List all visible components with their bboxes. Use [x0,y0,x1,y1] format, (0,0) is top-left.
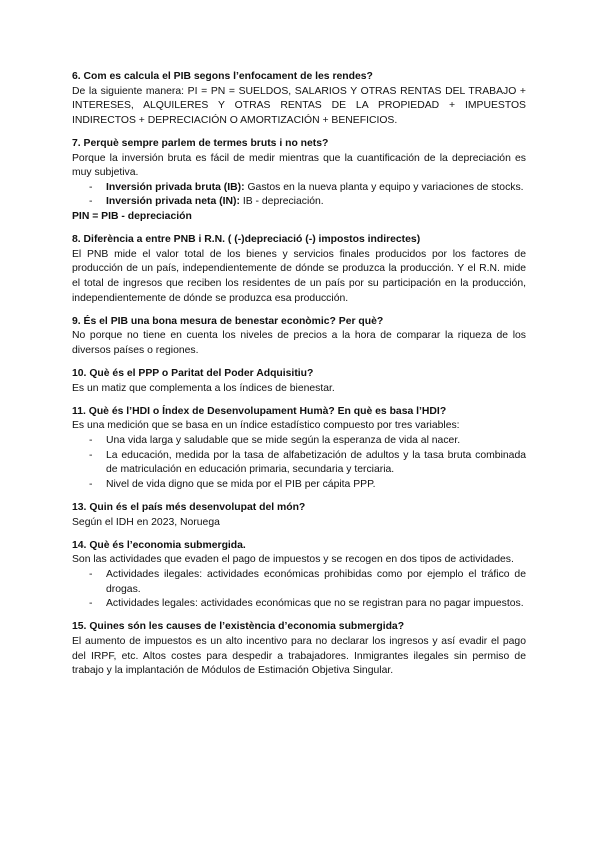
section-heading: 14. Què és l’economia submergida. [72,539,246,551]
section-body: Porque la inversión bruta es fácil de medir mientras que la cuantificación de la depreciación es muy subjetiva. [72,152,526,179]
section-11 [72,405,526,493]
bullet-list [72,434,526,492]
section-body: Según el IDH en 2023, Noruega [72,516,220,528]
definition-list [72,181,526,210]
section-body: Es un matiz que complementa a los índices de bienestar. [72,382,335,394]
formula-line: PIN = PIB - depreciación [72,210,192,222]
section-heading: 9. És el PIB una bona mesura de benestar econòmic? Per què? [72,315,384,327]
section-13 [72,501,526,530]
section-body: Es una medición que se basa en un índice estadístico compuesto por tres variables: [72,420,460,432]
section-heading: 11. Què és l’HDI o Índex de Desenvolupament Humà? En què es basa l’HDI? [72,405,447,417]
section-heading: 10. Què és el PPP o Paritat del Poder Adquisitiu? [72,368,314,380]
bullet-list [72,568,526,612]
list-item [72,195,526,210]
section-heading: 6. Com es calcula el PIB segons l’enfocament de les rendes? [72,71,373,82]
list-item: - Una vida larga y saludable que se mide según la esperanza de vida al nacer. [72,434,526,449]
definition-term: Inversión privada bruta (IB): [106,181,245,193]
section-body: De la siguiente manera: PI = PN = SUELDOS, SALARIOS Y OTRAS RENTAS DEL TRABAJO + INTERESES, ALQUILERES Y OTRAS RENTAS DE LA PROPIEDAD + IMPUESTOS INDIRECTOS + DEPRECIACIÓN O AMORTIZACIÓN + BENEFICIOS. [72,85,526,126]
list-item: - Actividades legales: actividades económicas que no se registran para no pagar impuestos. [72,597,526,612]
section-body: El PNB mide el valor total de los bienes y servicios finales producidos por los factores de producción de un país, independientemente de dónde se produzca la producción. Y el R.N. mide el total de ingresos que reciben los residentes de un país por su participación en la producción, independientemente de dónde se produzca esa producción. [72,248,526,304]
definition-text: Gastos en la nueva planta y equipo y variaciones de stocks. [244,181,524,193]
list-item: - La educación, medida por la tasa de alfabetización de adultos y la tasa bruta combinada de matriculación en educación primaria, secundaria y terciaria. [72,449,526,478]
section-6 [72,70,526,128]
definition-term: Inversión privada neta (IN): [106,196,240,208]
section-body: El aumento de impuestos es un alto incentivo para no declarar los ingresos y así evadir el pago del IRPF, etc. Altos costes para despedir a trabajadores. Inmigrantes ilegales sin permiso de trabajo y la implantación de Módulos de Estimación Objetiva Singular. [72,635,526,677]
section-body: No porque no tiene en cuenta los niveles de precios a la hora de comparar la riqueza de los diversos países o regiones. [72,330,526,356]
list-item: - Nivel de vida digno que se mida por el PIB per cápita PPP. [72,478,526,493]
document-page [72,70,526,687]
section-14 [72,539,526,612]
section-heading: 15. Quines són les causes de l’existència d’economia submergida? [72,621,405,633]
section-9 [72,315,526,359]
list-item [72,181,526,196]
section-8 [72,233,526,306]
definition-text: IB - depreciación. [239,196,324,208]
section-15 [72,620,526,678]
section-body: Son las actividades que evaden el pago de impuestos y se recogen en dos tipos de actividades. [72,554,514,566]
list-item: - Actividades ilegales: actividades económicas prohibidas como por ejemplo el tráfico de drogas. [72,568,526,597]
section-heading: 13. Quin és el país més desenvolupat del món? [72,502,306,513]
section-7 [72,137,526,225]
section-heading: 7. Perquè sempre parlem de termes bruts i no nets? [72,137,329,149]
section-10 [72,367,526,396]
section-heading: 8. Diferència a entre PNB i R.N. ( (-)depreciació (-) impostos indirectes) [72,234,421,246]
